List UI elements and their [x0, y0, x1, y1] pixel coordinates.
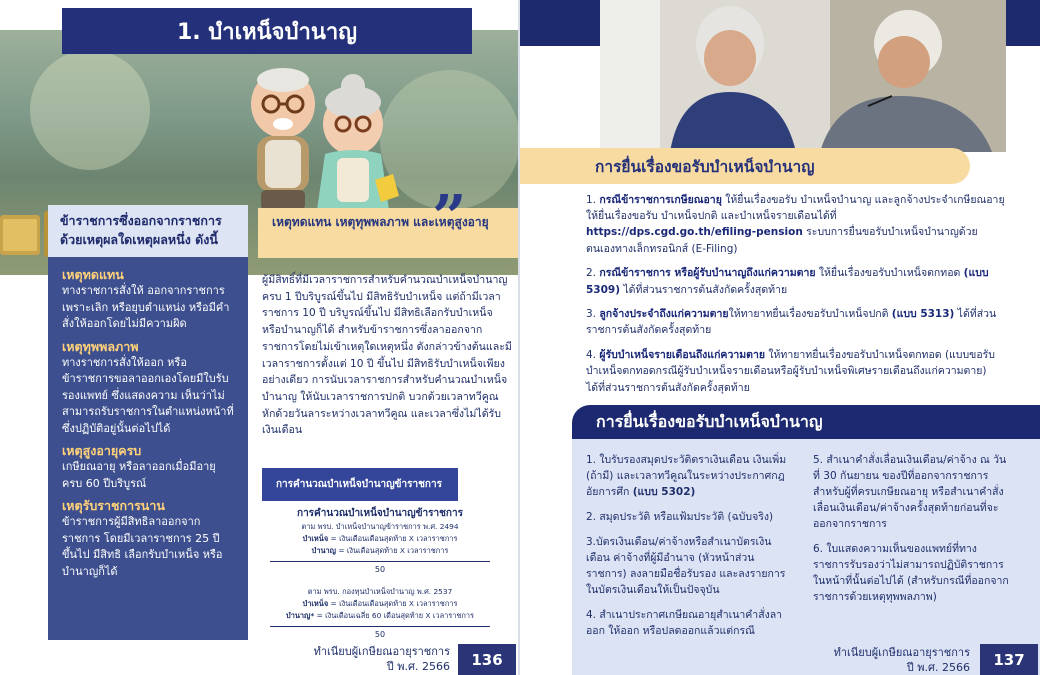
- formula-denominator: 50: [374, 565, 386, 574]
- list-item: 6. ใบแสดงความเห็นของแพทย์ที่ทางราชการรับรองว่าไม่สามารถปฏิบัติราชการในหน้าที่นั้นต่อไปได้ (สำหรับกรณีที่ออกจากราชการด้วยเหตุทุพพลภาพ): [813, 543, 1009, 603]
- page-footer: [290, 644, 450, 674]
- calculation-heading: การคำนวณบำเหน็จบำนาญข้าราชการ: [297, 508, 463, 519]
- efiling-link[interactable]: https://dps.cgd.go.th/efiling-pension: [586, 226, 803, 239]
- footer-title: ทำเนียบผู้เกษียณอายุราชการ: [833, 646, 970, 659]
- law-reference: ตาม พรบ. กองทุนบำเหน็จบำนาญ พ.ศ. 2537: [307, 587, 453, 596]
- list-item: 5. สำเนาคำสั่งเลื่อนเงินเดือน/ค่าจ้าง ณ วันที่ 30 กันยายน ของปีที่ออกจากราชการสำหรับผู้ที่ครบเกษียณอายุ หรือสำเนาคำสั่งเลื่อนเงินเดือน/ค่าจ้างครั้งสุดท้ายก่อนที่จะออกจากราชการ: [813, 454, 1007, 530]
- formula-line: [262, 533, 498, 545]
- list-item: 2. กรณีข้าราชการ หรือผู้รับบำนาญถึงแก่ความตาย ให้ยื่นเรื่องขอรับบำเหน็จตกทอด (แบบ 5309) ได้ที่ส่วนราชการต้นสังกัดครั้งสุดท้าย: [586, 267, 989, 296]
- footer-title: ทำเนียบผู้เกษียณอายุราชการ: [313, 645, 450, 658]
- eligibility-panel: [48, 205, 248, 640]
- footer-year: ปี พ.ศ. 2566: [906, 661, 970, 674]
- fraction-rule: [270, 561, 490, 562]
- formula-text: = เงินเดือนเฉลี่ย 60 เดือนสุดท้าย X เวลาราชการ: [314, 611, 474, 620]
- reason-body: ข้าราชการผู้มีสิทธิลาออกจากราชการ โดยมีเวลาราชการ 25 ปี ขึ้นไป มีสิทธิ เลือกรับบำเหน็จ หรือบำนาญก็ได้: [62, 515, 223, 578]
- law-reference: ตาม พรบ. บำเหน็จบำนาญข้าราชการ พ.ศ. 2494: [301, 522, 459, 531]
- reason-title: เหตุทดแทน: [62, 267, 124, 282]
- calculation-banner: การคำนวณบำเหน็จบำนาญข้าราชการ: [262, 468, 458, 501]
- formula-label: บำเหน็จ: [302, 599, 329, 608]
- reason-title: เหตุทุพพลภาพ: [62, 338, 139, 354]
- formula-denominator: 50: [374, 630, 386, 639]
- formula-line: [262, 610, 498, 622]
- right-page: [520, 0, 1040, 675]
- list-item: 2. สมุดประวัติ หรือแฟ้มประวัติ (ฉบับจริง): [586, 511, 774, 523]
- list-item: 1. ใบรับรองสมุดประวัติตราเงินเดือน เงินเพิ่ม (ถ้ามี) และเวลาทวีคูณในระหว่างประกาศกฎอัยการศึก (แบบ 5302): [586, 454, 787, 498]
- list-item: 4. ผู้รับบำเหน็จรายเดือนถึงแก่ความตาย ให้ทายาทยื่นเรื่องขอรับบำเหน็จตกทอด (แบบขอรับบำเหน็จตกทอดกรณีผู้รับบำเหน็จรายเดือนหรือผู้รับบำเหน็จพิเศษรายเดือนถึงแก่ความตาย) ได้ที่ส่วนราชการต้นสังกัดครั้งสุดท้าย: [586, 349, 995, 394]
- calculation-formulas: [262, 504, 498, 641]
- filing-instructions-list: [586, 192, 1006, 404]
- reason-title: เหตุสูงอายุครบ: [62, 443, 142, 458]
- documents-column-right: [813, 452, 1011, 614]
- page-footer: [820, 645, 970, 675]
- formula-line: [262, 598, 498, 610]
- list-item: 4. สำเนาประกาศเกษียณอายุสำเนาคำสั่งลาออก ให้ออก หรือปลดออกแล้วแต่กรณี: [586, 609, 783, 637]
- eligibility-heading: ข้าราชการซึ่งออกจากราชการด้วยเหตุผลใดเหตุผลหนึ่ง ดังนี้: [48, 205, 248, 257]
- list-item: 1. กรณีข้าราชการเกษียณอายุ ให้ยื่นเรื่องขอรับ บำเหน็จบำนาญ และลูกจ้างประจำเกษียณอายุให้ยื่นเรื่องขอรับ บำเหน็จปกติ และบำเหน็จรายเดือนได้ที่ https://dps.cgd.go.th/efiling-pension ระบบการยื่นขอรับบำเหน็จบำนาญด้วยตนเองทางเล็กทรอนิกส์ (E-Filing): [586, 194, 1005, 255]
- formula-text: = เงินเดือนเดือนสุดท้าย X เวลาราชการ: [328, 599, 458, 608]
- list-item: 3. ลูกจ้างประจำถึงแก่ความตายให้ทายาทยื่นเรื่องขอรับบำเหน็จปกติ (แบบ 5313) ได้ที่ส่วนราชการต้นสังกัดครั้งสุดท้าย: [586, 308, 997, 337]
- formula-label: บำเหน็จ: [302, 534, 329, 543]
- highlight-heading: เหตุทดแทน เหตุทุพพลภาพ และเหตุสูงอายุ: [258, 208, 520, 258]
- page-number: 136: [458, 644, 516, 675]
- formula-text: = เงินเดือนสุดท้าย X เวลาราชการ: [335, 546, 449, 555]
- elderly-couple-photo: [600, 0, 1006, 152]
- formula-text: = เงินเดือนเดือนสุดท้าย X เวลาราชการ: [328, 534, 458, 543]
- formula-label: บำนาญ: [311, 546, 336, 555]
- page-title: 1. บำเหน็จบำนาญ: [62, 8, 472, 54]
- reason-body: ทางราชการสั่งให้ ออกจากราชการ เพราะเลิก หรือยุบตำแหน่ง หรือมีคำสั่งให้ออกโดยไม่มีความผิด: [62, 284, 230, 330]
- quote-mark-icon: ”: [432, 183, 467, 253]
- header-band: [1006, 0, 1040, 46]
- section-heading-documents: การยื่นเรื่องขอรับบำเหน็จบำนาญ: [572, 405, 1040, 439]
- header-band: [520, 0, 600, 46]
- elderly-couple-figurines-image: [225, 62, 415, 212]
- documents-column-left: [586, 452, 792, 648]
- reason-title: เหตุรับราชการนาน: [62, 498, 165, 513]
- list-item: 3.บัตรเงินเดือน/ค่าจ้างหรือสำเนาบัตรเงินเดือน ค่าจ้างที่ผู้มีอำนาจ (หัวหน้าส่วนราชการ) ลงลายมือชื่อรับรอง และลงรายการในบัตรเงินเดือนให้เป็นปัจจุบัน: [586, 536, 786, 596]
- formula-line: [262, 545, 498, 557]
- page-number: 137: [980, 644, 1038, 675]
- section-heading-filing: การยื่นเรื่องขอรับบำเหน็จบำนาญ: [520, 148, 970, 184]
- reason-body: ทางราชการสั่งให้ออก หรือข้าราชการขอลาออกเองโดยมีใบรับรองแพทย์ ซึ่งแสดงความ เห็นว่าไม่สามารถรับราชการในตำแหน่งหน้าที่ซึ่งปฏิบัติอยู่นั้นต่อไปได้: [62, 355, 234, 435]
- footer-year: ปี พ.ศ. 2566: [386, 660, 450, 673]
- formula-label: บำนาญ*: [286, 611, 315, 620]
- fraction-rule: [270, 626, 490, 627]
- reason-body: เกษียณอายุ หรือลาออกเมื่อมีอายุ ครบ 60 ปีบริบูรณ์: [62, 460, 216, 490]
- eligibility-paragraph: ผู้มีสิทธิ์ที่มีเวลาราชการสำหรับคำนวณบำเหน็จบำนาญครบ 1 ปีบริบูรณ์ขึ้นไป มีสิทธิรับบำเหน็จ แต่ถ้ามีเวลาราชการ 10 ปี บริบูรณ์ขึ้นไป มีสิทธิเลือกรับบำเหน็จ หรือบำนาญก็ได้ สำหรับข้าราชการซึ่งลาออกจากราชการโดยไม่เข้าเหตุใดเหตุหนึ่ง ดังกล่าวข้างต้นและมีเวลาราชการตั้งแต่ 10 ปี ขึ้นไป มีสิทธิรับบำเหน็จเพียงอย่างเดียว การนับเวลาราชการสำหรับคำนวณบำเหน็จบำนาญ ให้นับเวลาราชการปกติ บวกด้วยเวลาทวีคูณหักด้วยวันลาระหว่างเวลาทวีคูณ และเวลาซึ่งไม่ได้รับเงินเดือน: [262, 274, 512, 437]
